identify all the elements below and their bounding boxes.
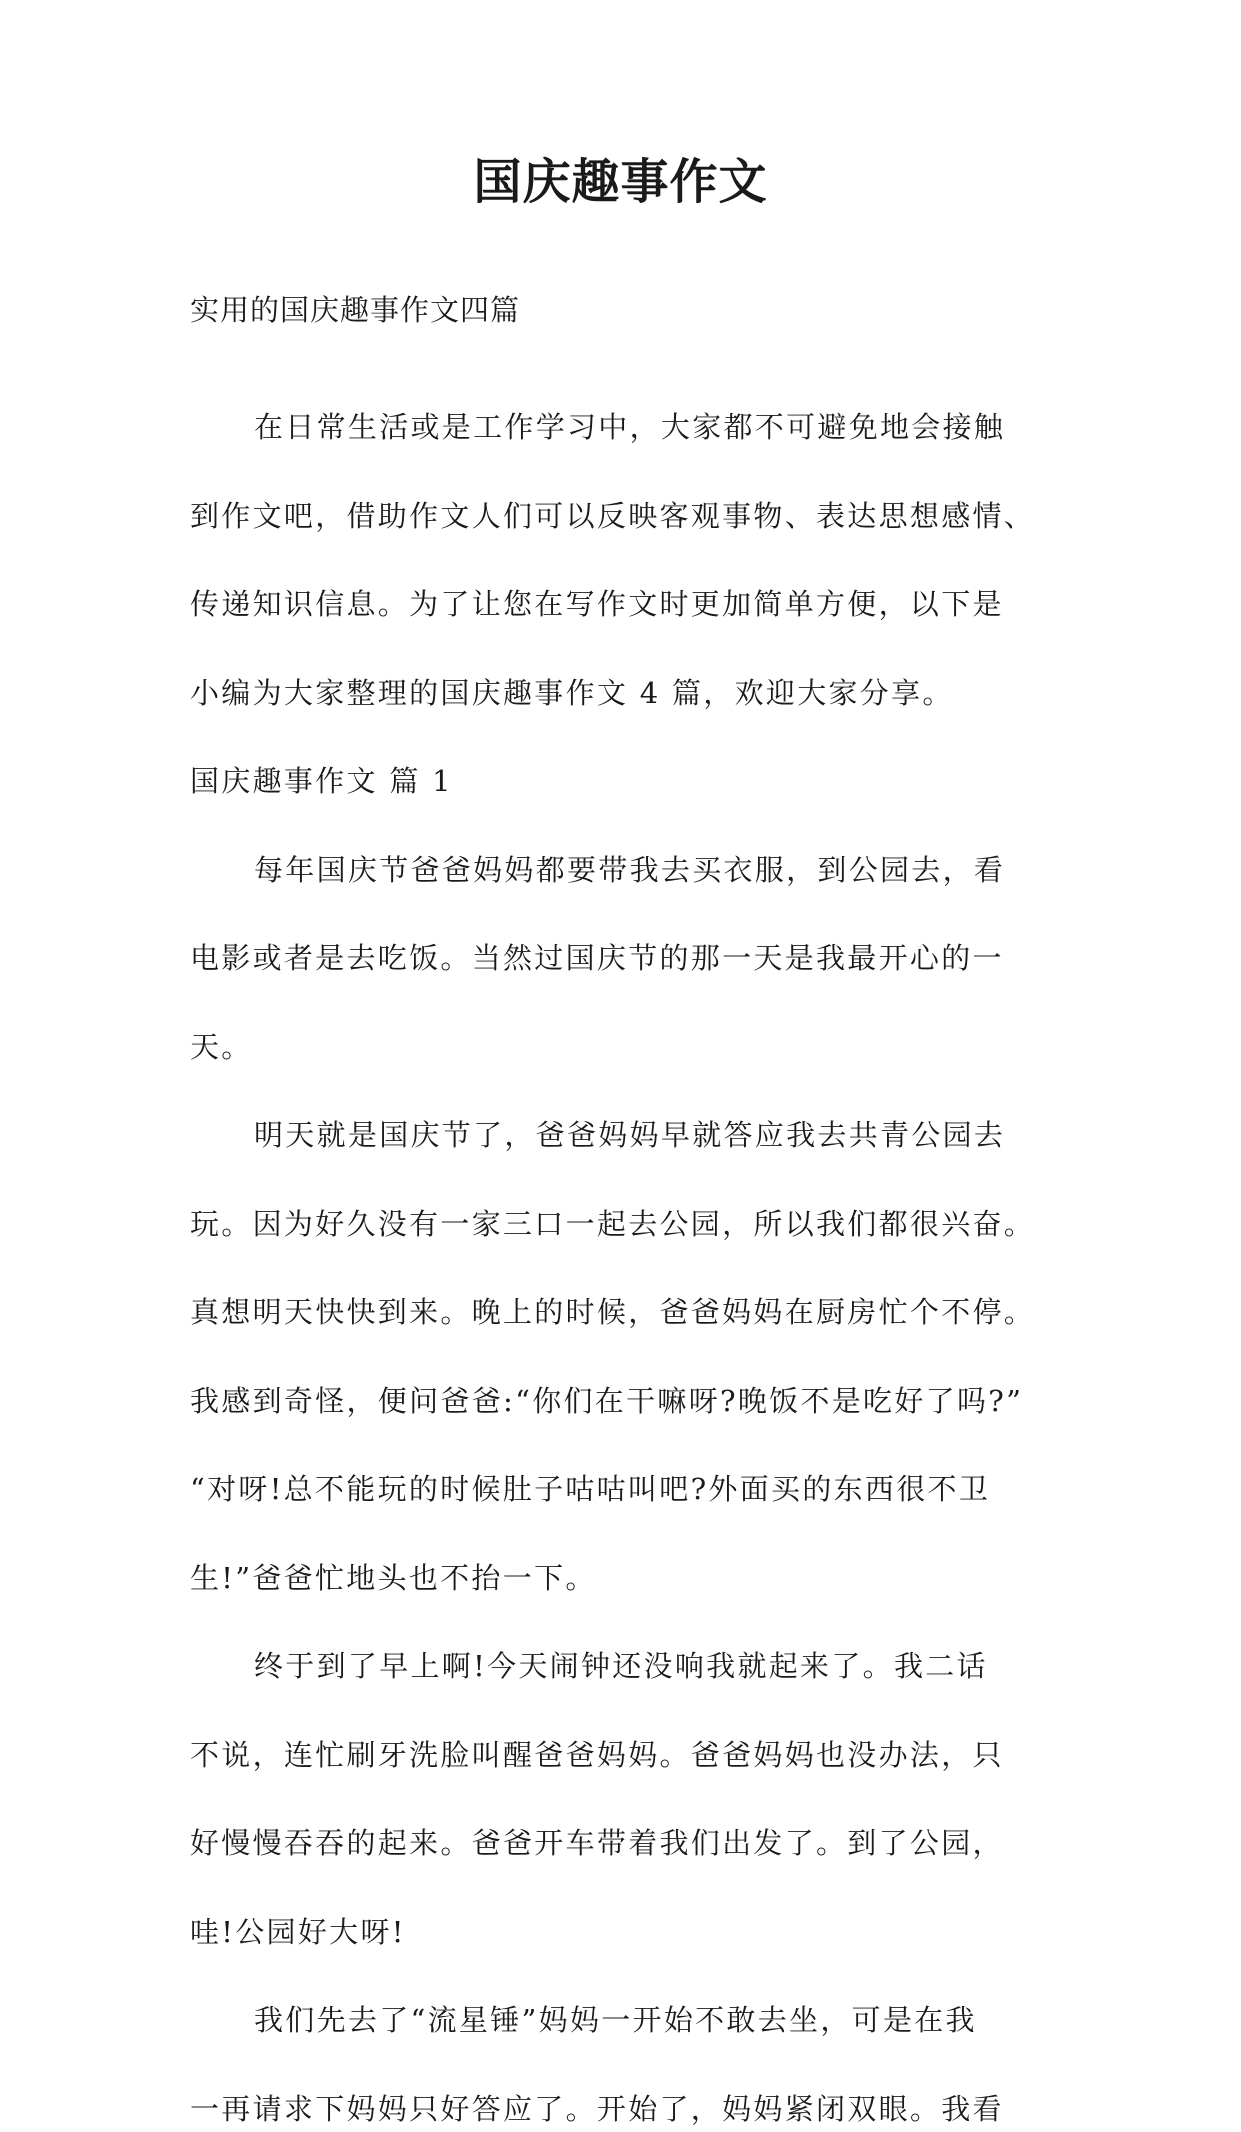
document-body [190, 405, 1060, 2132]
document-subtitle: 实用的国庆趣事作文四篇 [190, 293, 521, 327]
text-line: 在日常生活或是工作学习中，大家都不可避免地会接触 [254, 410, 1006, 444]
text-line: 我们先去了“流星锤”妈妈一开始不敢去坐，可是在我 [254, 2003, 977, 2037]
document-title: 国庆趣事作文 [473, 154, 768, 210]
text-line: 玩。因为好久没有一家三口一起去公园，所以我们都很兴奋。 [190, 1206, 1036, 1241]
text-line: 真想明天快快到来。晚上的时候，爸爸妈妈在厨房忙个不停。 [190, 1295, 1036, 1329]
text-line: 终于到了早上啊!今天闹钟还没响我就起来了。我二话 [254, 1649, 988, 1683]
text-line: 每年国庆节爸爸妈妈都要带我去买衣服，到公园去，看 [254, 852, 1006, 887]
text-line: 好慢慢吞吞的起来。爸爸开车带着我们出发了。到了公园， [190, 1826, 1004, 1860]
text-line: 不说，连忙刷牙洗脸叫醒爸爸妈妈。爸爸妈妈也没办法，只 [190, 1737, 1004, 1772]
text-line: 天。 [190, 1029, 253, 1064]
text-line: 到作文吧，借助作文人们可以反映客观事物、表达思想感情、 [190, 498, 1036, 533]
text-line: 传递知识信息。为了让您在写作文时更加简单方便，以下是 [190, 587, 1004, 621]
text-line: “对呀!总不能玩的时候肚子咕咕叫吧?外面买的东西很不卫 [190, 1472, 991, 1506]
text-line: 生!”爸爸忙地头也不抬一下。 [190, 1560, 597, 1595]
text-line: 哇!公园好大呀! [190, 1914, 406, 1949]
text-line: 电影或者是去吃饭。当然过国庆节的那一天是我最开心的一 [190, 941, 1004, 975]
text-line: 一再请求下妈妈只好答应了。开始了，妈妈紧闭双眼。我看 [190, 2091, 1004, 2126]
text-line: 明天就是国庆节了，爸爸妈妈早就答应我去共青公园去 [254, 1118, 1006, 1152]
text-line: 我感到奇怪，便问爸爸:“你们在干嘛呀?晚饭不是吃好了吗?” [190, 1383, 1024, 1418]
text-line: 小编为大家整理的国庆趣事作文 4 篇，欢迎大家分享。 [190, 675, 954, 710]
section-heading: 国庆趣事作文 篇 1 [190, 764, 453, 798]
